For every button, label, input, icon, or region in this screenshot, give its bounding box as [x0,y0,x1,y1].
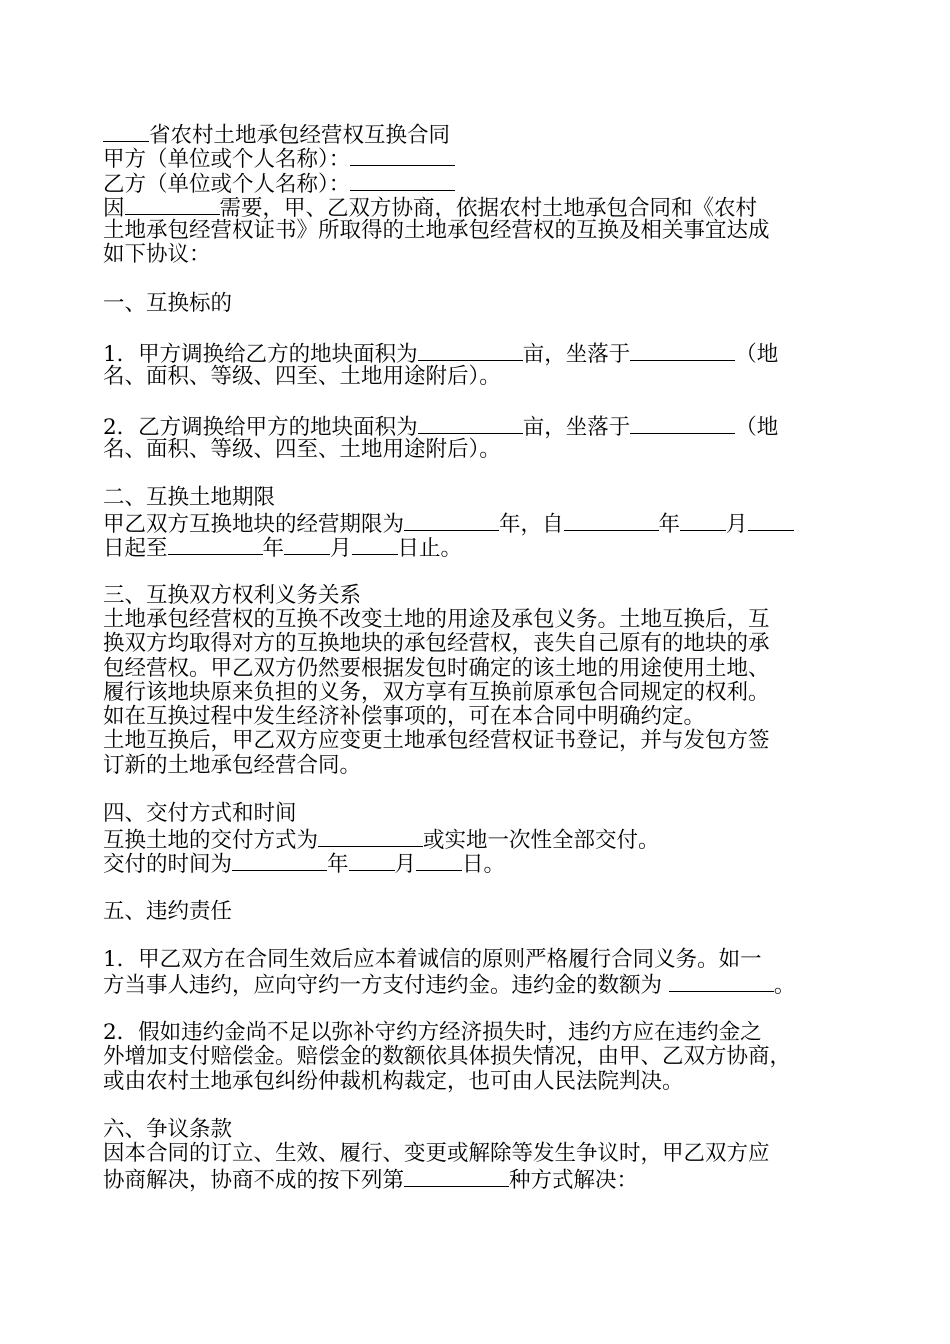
dispute-option-blank [404,1167,509,1187]
clause-line: 方当事人违约，应向守约一方支付违约金。违约金的数额为 。 [103,973,796,999]
party-a-blank [350,146,455,166]
clause-line: 名、面积、等级、四至、土地用途附后）。 [103,363,501,389]
start-year-blank [564,511,659,531]
area-blank [418,341,523,361]
province-blank [103,122,149,142]
location-blank [630,414,735,434]
clause-line: 日起至 年 月 日止。 [103,536,463,562]
clause-line: 履行该地块原来负担的义务，双方享有互换前原承包合同规定的权利。 [103,679,770,705]
end-year-blank [168,535,263,555]
delivery-year-blank [232,851,327,871]
location-blank [630,341,735,361]
party-a-line: 甲方（单位或个人名称）： [103,146,863,170]
clause-line: 订新的土地承包经营合同。 [103,752,362,778]
section-heading: 四、交付方式和时间 [103,801,297,827]
clause-line: 换双方均取得对方的互换地块的承包经营权，丧失自己原有的地块的承 [103,631,770,657]
delivery-day-blank [416,851,462,871]
end-month-blank [284,535,330,555]
term-years-blank [404,511,499,531]
clause-line: 交付的时间为 年 月 日。 [103,851,506,877]
contract-document [103,122,863,1191]
clause-line: 外增加支付赔偿金。赔偿金的数额依具体损失情况，由甲、乙双方协商， [103,1044,792,1070]
intro-line: 如下协议： [103,242,211,268]
delivery-month-blank [349,851,395,871]
delivery-method-blank [318,827,423,847]
section-heading: 二、互换土地期限 [103,485,276,511]
section-heading: 一、互换标的 [103,291,233,317]
clause-line: 或由农村土地承包纠纷仲裁机构裁定，也可由人民法院判决。 [103,1068,684,1094]
start-month-blank [680,511,726,531]
clause-line: 甲乙双方互换地块的经营期限为 年，自 年 月 [103,511,863,535]
area-blank [418,414,523,434]
party-b-line: 乙方（单位或个人名称）： [103,171,863,195]
start-day-blank [748,511,794,531]
intro-line: 因 需要，甲、乙双方协商，依据农村土地承包合同和《农村 [103,195,758,221]
section-heading: 三、互换双方权利义务关系 [103,582,362,608]
section-heading: 五、违约责任 [103,898,233,924]
party-b-blank [350,171,455,191]
penalty-amount-blank [669,972,774,992]
clause-line: 1．甲方调换给乙方的地块面积为 亩，坐落于 （地 [103,341,779,367]
end-day-blank [352,535,398,555]
clause-line: 名、面积、等级、四至、土地用途附后）。 [103,436,501,462]
clause-line: 土地承包经营权的互换不改变土地的用途及承包义务。土地互换后，互 [103,606,770,632]
intro-line: 土地承包经营权证书》所取得的土地承包经营权的互换及相关事宜达成 [103,218,770,244]
clause-line: 因本合同的订立、生效、履行、变更或解除等发生争议时，甲乙双方应 [103,1141,770,1167]
reason-blank [125,195,220,215]
clause-line: 2．假如违约金尚不足以弥补守约方经济损失时，违约方应在违约金之 [103,1019,762,1045]
clause-line: 互换土地的交付方式为 或实地一次性全部交付。 [103,827,660,853]
clause-line: 2．乙方调换给甲方的地块面积为 亩，坐落于 （地 [103,414,779,440]
clause-line: 如在互换过程中发生经济补偿事项的，可在本合同中明确约定。 [103,704,706,730]
clause-line: 土地互换后，甲乙双方应变更土地承包经营权证书登记，并与发包方签 [103,728,770,754]
contract-title: 省农村土地承包经营权互换合同 [103,122,863,146]
clause-line: 1．甲乙双方在合同生效后应本着诚信的原则严格履行合同义务。如一 [103,947,762,973]
clause-line: 协商解决，协商不成的按下列第 种方式解决： [103,1167,639,1193]
clause-line: 包经营权。甲乙双方仍然要根据发包时确定的该土地的用途使用土地、 [103,655,770,681]
section-heading: 六、争议条款 [103,1117,233,1143]
